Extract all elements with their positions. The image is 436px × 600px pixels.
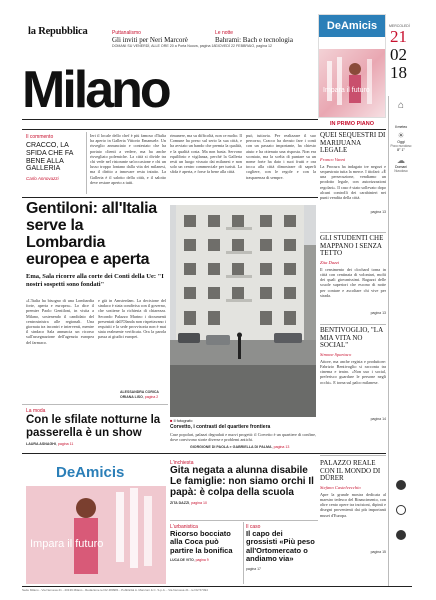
bottom-ad-slogan: Impara il futuro — [30, 538, 104, 550]
main-story-author-1: ALESSANDRA CORICA — [120, 390, 159, 394]
top-ad-image — [319, 49, 386, 118]
primo-piano-1-text: La Procura ha indagato tre negozi e sequestrato tutta la merce. I titolari: «È una persecuzione, vendiamo un prodotto legale, con autorizzazioni regolari». Il caso è stato sollevato dopo alcuni controlli dei carabinieri nei punti vendita della città. — [320, 163, 386, 200]
building-icon: ⌂ — [397, 100, 404, 111]
primo-piano-4-author: Stefano Castelvecchio — [320, 484, 361, 490]
fashion-title: Con le sfilate notturne la passerella è un show — [26, 414, 161, 439]
promo-2-title: Bahrami: Bach e tecnologia — [215, 36, 293, 44]
promo-2-page: pagina 12 — [256, 44, 272, 48]
bottom-ad-brand: DeAmicis — [56, 464, 125, 481]
case-kicker: Il caso — [246, 524, 261, 530]
primo-piano-3-text: Attore, ma anche regista e produttore: Fabrizio Bentivoglio si racconta tra cinema e teatro. «Non uso i social, preferisco guardare le persone negli occhi». E torna sul palco milanese. — [320, 358, 386, 385]
primo-piano-2-author: Zita Dazzi — [320, 259, 340, 265]
right-icon-strip — [390, 100, 412, 586]
primo-piano-1-title: QUEI SEQUESTRI DI MARIJUANA LEGALE — [320, 131, 386, 155]
footer-text: Sede Milano - Via Nervesa 21 - 20139 Milano - Redazione tel 02 480981 - Pubblicità A. Manzoni & C. S.p.A. - Via Nervesa 21 - tel 02 57494 — [22, 588, 208, 592]
city-title: Milano — [22, 61, 169, 119]
in-primo-piano-label: IN PRIMO PIANO — [329, 121, 374, 127]
main-story-text-1: «L'Italia ha bisogno di una Lombardia forte, aperta e europea». Lo dice il premier Paolo Gentiloni, in visita a Milano, sostenendo il candidato del centrosinistra alle regionali. Una giornata tra incontri e interventi, mentre il sindaco Sala annuncia un ricorso sull'assegnazione dell'agenzia europea del farmaco. — [26, 298, 94, 345]
masthead — [0, 0, 436, 128]
building-photo-image — [170, 205, 316, 417]
main-story-author-2: ORIANA LISO, pagina 2 — [120, 395, 159, 399]
pin-icon — [396, 480, 406, 490]
commento-block[interactable] — [26, 134, 82, 181]
promo-1-kicker: Puttanalismo — [112, 30, 141, 36]
date-month: 02 — [390, 45, 407, 64]
photo-page: pagina 13 — [273, 445, 290, 449]
fashion-author: LAURA ASNAGHI — [26, 442, 56, 446]
primo-piano-3-author: Simone Spartaco — [320, 351, 352, 357]
fashion-story[interactable]: La moda Con le sfilate notturne la passerella è un show LAURA ASNAGHI, pagina 11 — [26, 408, 166, 446]
camera-icon: ■ — [170, 418, 173, 423]
photo-author-2: GABRIELLA DI PALMA — [232, 445, 272, 449]
corvetto-photo[interactable] — [170, 205, 316, 417]
bottom-ad-image — [26, 486, 166, 584]
urban-kicker: L'urbanistica — [170, 524, 198, 530]
urban-title: Ricorso bocciato alla Coca può partire la bonifica — [170, 529, 233, 555]
main-story-subtitle: Ema, Sala ricorre alla corte dei Conti della Ue: "I nostri sospetti sono fondati" — [26, 273, 164, 288]
primo-piano-3-title: BENTIVOGLIO, "LA MIA VITA NO SOCIAL" — [320, 326, 383, 350]
case-title: Il capo dei grossisti «Più peso all'Ortomercato o andiamo via» — [246, 529, 315, 564]
ad-figure-icon — [319, 49, 386, 118]
weather-today: Oggi — [397, 140, 405, 144]
weather-label: Il meteo — [394, 125, 408, 129]
sun-icon: ☀ — [397, 131, 405, 140]
school-kicker: L'inchiesta — [170, 460, 194, 466]
primo-piano-2-title: GLI STUDENTI CHE MAPPANO I SENZA TETTO — [320, 234, 384, 258]
primo-piano-item-4[interactable] — [320, 460, 386, 554]
main-story-page: pagina 2 — [144, 395, 159, 399]
school-title: Gita negata a alunna disabile Le famiglie: non siamo orchi Il papà: è colpa della scuola — [170, 465, 314, 498]
in-primo-piano-bar — [318, 119, 386, 129]
fashion-page: pagina 11 — [57, 442, 74, 446]
photo-author-1: GIORGIONE DI PAOLA — [190, 445, 229, 449]
brand-logo: la Repubblica — [28, 26, 88, 37]
case-page: pagina 17 — [246, 566, 261, 571]
photo-caption — [170, 418, 316, 430]
fashion-kicker: La moda — [26, 408, 46, 414]
primo-piano-2-page: pagina 13 — [370, 310, 386, 315]
commento-author: Carlo Annovazzi — [26, 176, 59, 182]
primo-piano-item-1[interactable] — [320, 132, 386, 214]
promo-2-kicker: Le notte — [215, 30, 234, 36]
urban-story[interactable]: L'urbanistica Ricorso bocciato alla Coca può partire la bonifica LUCA DE VITO, pagina 9 — [170, 524, 240, 562]
commento-title: CRACCO, LA SFIDA CHE FA BENE ALLA GALLERIA — [26, 142, 74, 173]
primo-piano-2-text: Il censimento dei clochard torna in città con centinaia di volontari, molti dei quali giovanissimi. Ragazzi delle scuole superiori che escono di notte per contare e ascoltare chi vive per strada. — [320, 266, 386, 298]
photo-icon-label: Il fotografo — [173, 418, 193, 423]
date-day: 21 — [390, 27, 407, 46]
weather-tomorrow: Domani — [394, 165, 408, 169]
top-ad[interactable] — [318, 14, 386, 118]
primo-piano-4-title: PALAZZO REALE CON IL MONDO DI DÜRER — [320, 459, 381, 483]
school-author: ZITA DAZZI — [170, 501, 190, 506]
primo-piano-item-2[interactable] — [320, 235, 386, 315]
primo-piano-1-author: Franco Vanni — [320, 156, 346, 162]
commento-text-1: Ieri il locale dello chef è più famoso d'Italia ha aperto in Galleria Vittorio Emanuele. Un risveglio annunciato e contestato che ha portato clienti a vedere, ma ha anche risvegliato polemiche. La città si divide tra chi vede nel ristorante un'occasione e chi un lusso troppo lontano dalla vita dei milanesi, ma il diritto a innovare resta intatto. La Galleria è il salotto della città, e il salotto deve restare aperto a tutti. — [90, 133, 166, 185]
urban-author: LUCA DE VITO — [170, 558, 194, 563]
school-story[interactable]: L'inchiesta Gita negata a alunna disabile Le famiglie: non siamo orchi Il papà: è colpa della scuola ZITA DAZZI, pagina 10 — [170, 460, 318, 505]
promo-2-meta: GIOVEDÌ 22 FEBBRAIO — [215, 44, 255, 48]
promo-1-title: Gli inviti per Neri Marcorè — [112, 36, 188, 44]
urban-page: pagina 9 — [195, 558, 209, 563]
promo-1-meta: DOMANI SU VENERDÌ, ALLE ORE 20 a Porta Nuova — [112, 44, 198, 48]
photo-caption-authors: GIORGIONE DI PAOLA e GABRIELLA DI PALMA, pagina 13 — [190, 445, 290, 449]
date-year: 18 — [390, 63, 407, 82]
primo-piano-item-3[interactable] — [320, 327, 386, 421]
promo-1-page: pagina 18 — [199, 44, 216, 48]
bottom-ad[interactable] — [26, 460, 166, 584]
date-weekday: MERCOLEDÌ — [389, 24, 410, 28]
school-page: pagina 10 — [191, 501, 207, 506]
weather-tomorrow-desc: Nuvoloso — [394, 169, 408, 173]
clock-icon — [396, 505, 406, 515]
phone-icon — [396, 530, 406, 540]
primo-piano-4-text: Apre la grande mostra dedicata al maestro tedesco del Rinascimento, con oltre cento opere tra incisioni, dipinti e disegni provenienti dai più importanti musei d'Europa. — [320, 491, 386, 518]
primo-piano-4-page: pagina 15 — [370, 549, 386, 554]
primo-piano-1-page: pagina 13 — [370, 209, 386, 214]
case-story[interactable] — [246, 524, 316, 571]
photo-caption-title: Corvetto, i contrasti del quartiere frontiera — [170, 424, 271, 430]
commento-text-2: rimanere, ma su difficoltà, non ce molto. Il Comune ha preso sul serio la sua città, e ha avviato un bando che premia la qualità, e la qualità costa. Ma non basta. Servono equilibrio e vigilanza, perché la Galleria resti un luogo vissuto dai milanesi e non solo un centro commerciale per turisti. La sfida è aperta, e forse fa bene alla città. — [170, 133, 242, 175]
weather-today-temp: 8° 1° — [397, 148, 405, 152]
main-story-author-2-name: ORIANA LISO — [120, 395, 143, 399]
primo-piano-3-page: pagina 14 — [370, 416, 386, 421]
photo-caption-text: Case popolari, palazzi degradati e nuovi progetti: il Corvetto è un quartiere di confine, dove convivono storie diverse e problemi antichi. — [170, 432, 316, 443]
masthead-promo-2[interactable]: Le notte Bahrami: Bach e tecnologia GIOVEDÌ 22 FEBBRAIO, pagina 12 — [215, 30, 315, 48]
masthead-promo-1[interactable]: Puttanalismo Gli inviti per Neri Marcorè DOMANI SU VENERDÌ, ALLE ORE 20 a Porta Nuova, pagina 18 — [112, 30, 216, 48]
main-story-title: Gentiloni: all'Italia serve la Lombardia europea e aperta — [26, 200, 157, 268]
weather-today-desc: Poco nuvoloso — [390, 144, 412, 148]
cloud-icon: ☁ — [397, 156, 405, 165]
main-story[interactable] — [26, 200, 166, 288]
commento-text-3: può, tuttavia. Per realizzare il suo percorso, Cracco ha dovuto fare i conti con un passato importante, ha chiesto aiuto e ha ottenuto una risposta. Non era scontato, ma la scelta di puntare su un nome forte ha dato i suoi frutti e ora tocca alla città dimostrare di saperli cogliere, con le regole e con la trasparenza di sempre. — [246, 133, 316, 180]
top-ad-slogan: Impara il futuro — [323, 87, 370, 94]
commento-kicker: Il commento — [26, 134, 54, 140]
main-story-text-2: e già in Amsterdam. La decisione del sindaco è stata condivisa con il governo, che sostiene la richiesta di chiarezza. Secondo Palazzo Marino i documenti presentati dall'Olanda non rispettavano i requisiti e la sede provvisoria non è mai stata realmente verificata. Ora la parola passa ai giudici europei. — [98, 298, 166, 340]
top-ad-brand: DeAmicis — [326, 20, 378, 32]
